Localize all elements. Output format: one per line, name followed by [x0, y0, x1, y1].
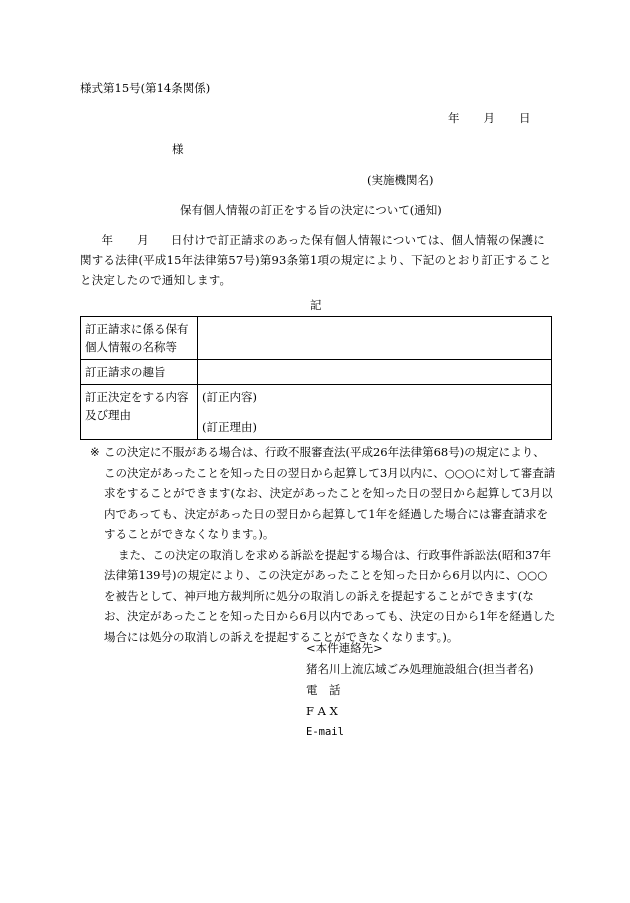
table-row [81, 360, 552, 385]
appeal-note [90, 442, 556, 545]
appeal-note-text: この決定に不服がある場合は、行政不服審査法(平成26年法律第68号)の規定により、この決定があったことを知った日の翌日から起算して3月以内に、○○○に対して審査請求をすることができます(なお、決定があったことを知った日の翌日から起算して3月以内であっても、決定があった日の翌日から起算して1年を経過した場合には審査請求をすることができなくなります。)。 [104, 445, 556, 541]
lawsuit-note: また、この決定の取消しを求める訴訟を提起する場合は、行政事件訴訟法(昭和37年法律第139号)の規定により、この決定があったことを知った日から6月以内に、○○○を被告として、神戸地方裁判所に処分の取消しの訴えを提起することができます(なお、決定があったことを知った日から6月以内であっても、決定の日から1年を経過した場合には処分の取消しの訴えを提起することができなくなります。)。 [104, 547, 556, 644]
date-day: 日 [519, 111, 531, 125]
contact-organization: 猪名川上流広域ごみ処理施設組合(担当者名) [306, 662, 534, 676]
row2-value [198, 360, 552, 385]
row1-value [198, 317, 552, 360]
decision-table [80, 316, 552, 440]
body-year: 年 [101, 233, 114, 247]
document-title: 保有個人情報の訂正をする旨の決定について(通知) [180, 203, 442, 217]
date-year: 年 [448, 111, 460, 125]
correction-reason-label: (訂正理由) [202, 420, 257, 434]
correction-content-label: (訂正内容) [202, 390, 257, 404]
notes-section [90, 442, 556, 647]
notice-body [80, 230, 552, 290]
contact-block [306, 638, 533, 743]
form-number: 様式第15号(第14条関係) [80, 81, 211, 95]
date-month: 月 [483, 111, 495, 125]
note-mark: ※ [90, 445, 100, 459]
row3-value [198, 385, 552, 440]
contact-heading: <本件連絡先> [306, 641, 383, 655]
table-row [81, 385, 552, 440]
contact-tel: 電 話 [306, 683, 341, 697]
row1-label: 訂正請求に係る保有個人情報の名称等 [81, 317, 198, 360]
table-row [81, 317, 552, 360]
row3-label: 訂正決定をする内容及び理由 [81, 385, 198, 440]
ki-heading: 記 [310, 298, 322, 312]
date-line [448, 108, 531, 128]
body-text: 日付けで訂正請求のあった保有個人情報については、個人情報の保護に関する法律(平成15年法律第57号)第93条第1項の規定により、下記のとおり訂正することと決定したので通知します。 [80, 233, 552, 287]
addressee-suffix: 様 [172, 142, 184, 156]
row2-label: 訂正請求の趣旨 [81, 360, 198, 385]
contact-fax: F A X [306, 704, 338, 718]
body-month: 月 [137, 233, 149, 247]
agency-name: (実施機関名) [367, 173, 434, 187]
contact-email: E-mail [306, 726, 344, 738]
